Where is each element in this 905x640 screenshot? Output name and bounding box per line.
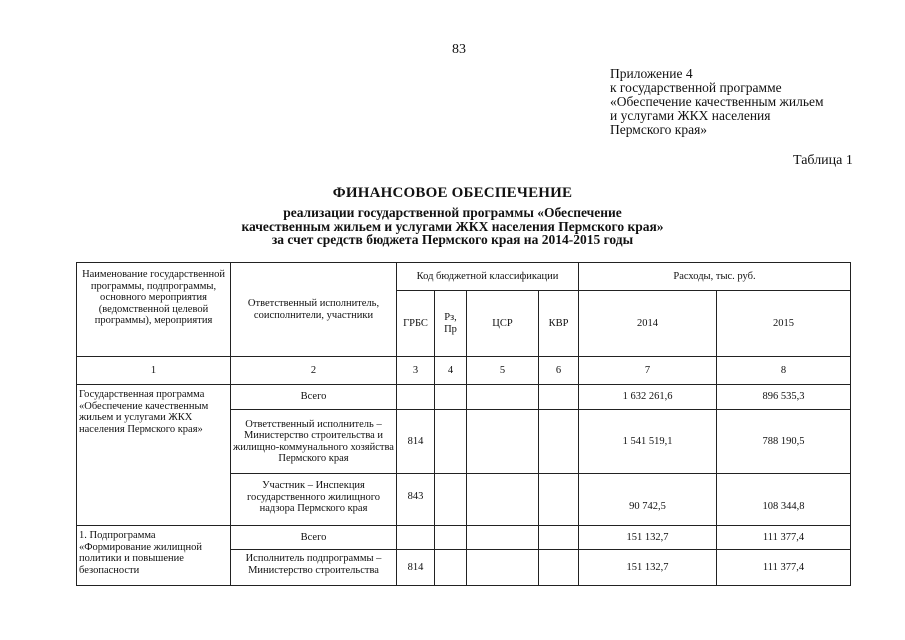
table-row [77,385,851,410]
value-2014-cell: 151 132,7 [579,526,717,550]
header-grbs: ГРБС [397,291,435,357]
header-2015: 2015 [717,291,851,357]
header-kvr: КВР [539,291,579,357]
table-row [77,526,851,550]
header-executor: Ответственный исполнитель, соисполнители, участники [231,263,397,357]
subtitle-line: качественным жильем и услугами ЖКХ населения Пермского края» [241,218,664,234]
document-title: ФИНАНСОВОЕ ОБЕСПЕЧЕНИЕ [332,185,573,201]
appendix-note [610,67,824,137]
subprogram-name: 1. Подпрограмма «Формирование жилищной политики и повышение безопасности [77,526,231,586]
header-2014: 2014 [579,291,717,357]
value-2015-cell: 896 535,3 [717,385,851,410]
value-2015-cell: 108 344,8 [717,474,851,526]
kvr-cell [539,474,579,526]
kvr-cell [539,385,579,410]
header-rz-pr: Рз, Пр [435,291,467,357]
document-subtitle [0,206,905,247]
column-number: 6 [539,357,579,385]
subtitle-line: за счет средств бюджета Пермского края на 2014-2015 годы [271,232,634,247]
grbs-cell: 814 [397,550,435,586]
column-number: 1 [77,357,231,385]
value-2015-cell: 111 377,4 [717,550,851,586]
page-number: 83 [452,42,466,57]
csr-cell [467,474,539,526]
rz-pr-cell [435,410,467,474]
executor-cell: Ответственный исполнитель – Министерство строительства и жилищно-коммунального хозяйства Пермского края [231,410,397,474]
value-2015-cell: 788 190,5 [717,410,851,474]
subtitle-line: реализации государственной программы «Обеспечение [283,205,622,220]
rz-pr-cell [435,526,467,550]
header-name: Наименование государственной программы, подпрограммы, основного мероприятия (ведомственной целевой программы), мероприятия [77,263,231,357]
value-2015-cell: 111 377,4 [717,526,851,550]
csr-cell [467,526,539,550]
kvr-cell [539,410,579,474]
value-2014-cell: 90 742,5 [579,474,717,526]
grbs-cell [397,526,435,550]
program-name: Государственная программа «Обеспечение качественным жильем и услугами ЖКХ населения Пермского края» [77,385,231,526]
appendix-line: и услугами ЖКХ населения [610,108,771,123]
column-number: 8 [717,357,851,385]
column-number: 3 [397,357,435,385]
rz-pr-cell [435,550,467,586]
rz-pr-cell [435,474,467,526]
appendix-line: Приложение 4 [610,66,693,81]
rz-pr-cell [435,385,467,410]
grbs-cell: 814 [397,410,435,474]
grbs-cell: 843 [397,474,435,526]
appendix-line: «Обеспечение качественным жильем [610,94,824,109]
column-number-row [77,357,851,385]
value-2014-cell: 1 541 519,1 [579,410,717,474]
executor-cell: Всего [231,526,397,550]
column-number: 5 [467,357,539,385]
csr-cell [467,385,539,410]
appendix-line: к государственной программе [610,80,782,95]
executor-cell: Всего [231,385,397,410]
header-csr: ЦСР [467,291,539,357]
financing-table [76,262,851,586]
header-budget-code: Код бюджетной классификации [397,263,579,291]
grbs-cell [397,385,435,410]
kvr-cell [539,550,579,586]
csr-cell [467,410,539,474]
value-2014-cell: 151 132,7 [579,550,717,586]
executor-cell: Исполнитель подпрограммы – Министерство строительства [231,550,397,586]
column-number: 4 [435,357,467,385]
header-expenses: Расходы, тыс. руб. [579,263,851,291]
kvr-cell [539,526,579,550]
table-label: Таблица 1 [793,153,853,168]
column-number: 7 [579,357,717,385]
column-number: 2 [231,357,397,385]
appendix-line: Пермского края» [610,122,708,137]
value-2014-cell: 1 632 261,6 [579,385,717,410]
csr-cell [467,550,539,586]
executor-cell: Участник – Инспекция государственного жилищного надзора Пермского края [231,474,397,526]
